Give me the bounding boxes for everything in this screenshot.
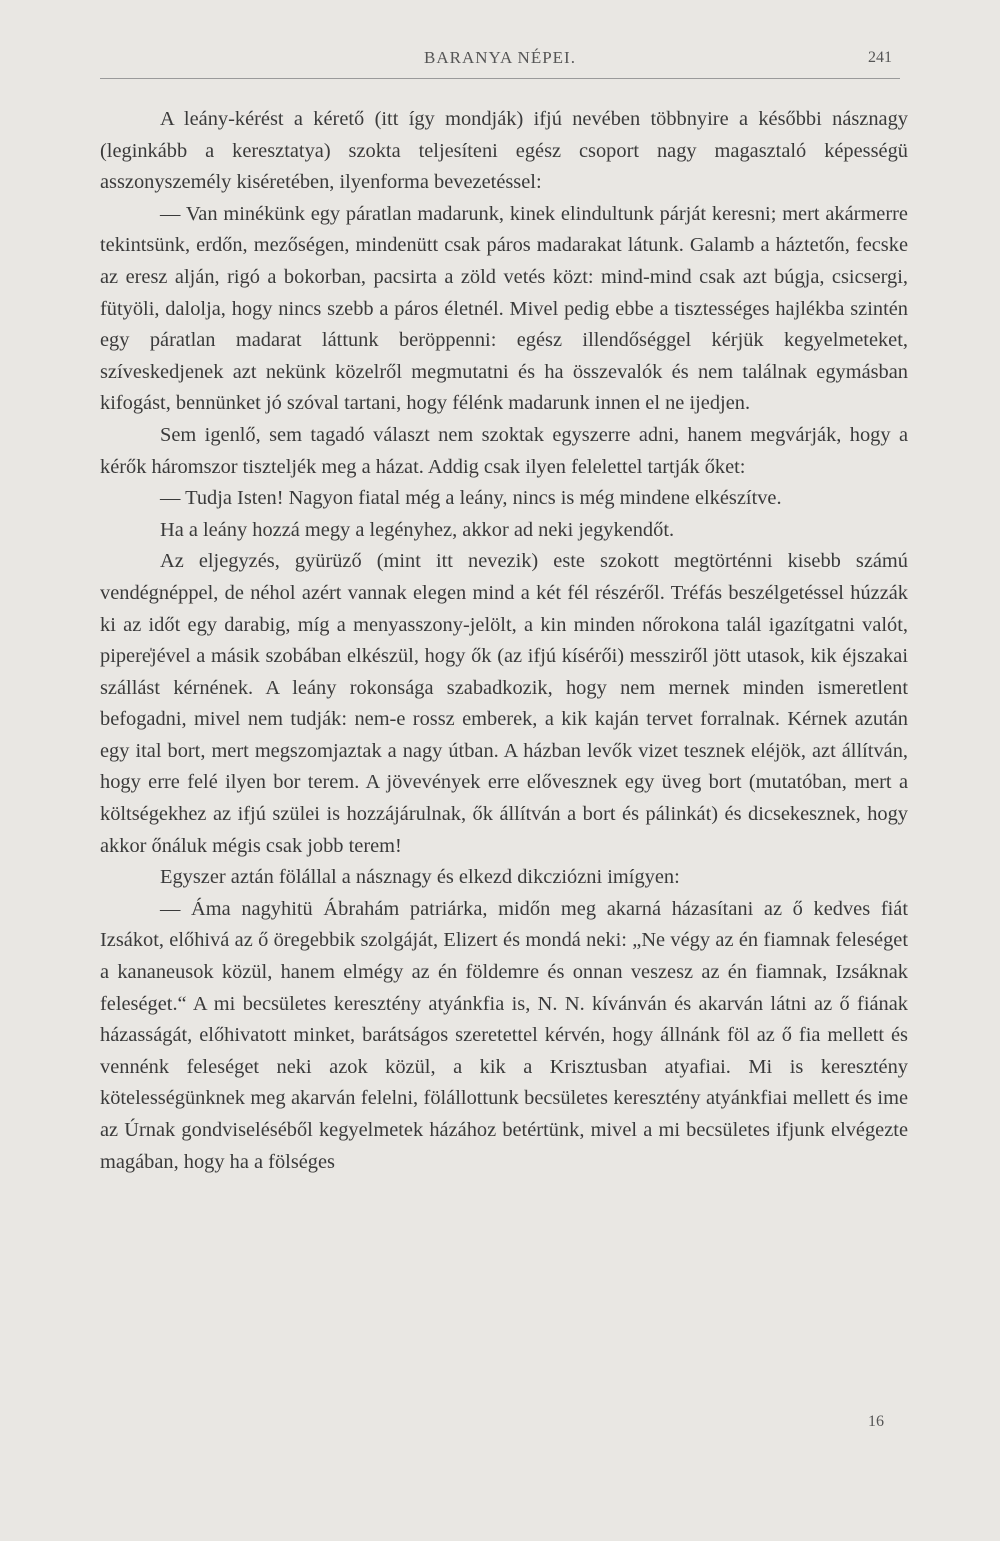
signature-mark: 16	[868, 1413, 884, 1430]
running-title: BARANYA NÉPEI.	[424, 48, 576, 67]
body-text	[100, 104, 908, 1178]
paragraph: — Tudja Isten! Nagyon fiatal még a leány, nincs is még mindene elkészítve.	[160, 487, 782, 510]
paragraph: — Áma nagyhitü Ábrahám patriárka, midőn meg akarná házasítani az ő kedves fiát Izsákot, előhivá az ő öregebbik szolgáját, Elizert és mondá neki: „Ne végy az én fiamnak feleséget a kananeusok közül, hanem elmégy az én földemre és onnan veszesz az én fiamnak, Izsáknak feleséget.“ A mi becsületes keresztény atyánkfia is, N. N. kívánván és akarván látni az ő fiának házasságát, előhivatott minket, barátságos szeretettel kérvén, hogy állnánk föl az ő fia mellett és vennénk feleséget neki azok közül, a kik a Krisztusban atyafiai. Mi is keresztény kötelességünknek meg akarván felelni, fölállottunk becsületes keresztény atyánkfiai mellett és ime az Úrnak gondviseléséből kegyelmetek házához betértünk, mivel a mi becsületes ifjunk elvégezte magában, hogy ha a fölséges	[100, 897, 908, 1173]
page-number: 241	[868, 49, 892, 66]
paragraph: — Van minékünk egy páratlan madarunk, kinek elindultunk párját keresni; mert akármerre tekintsünk, erdőn, mezőségen, mindenütt csak páros madarakat látunk. Galamb a háztetőn, fecske az eresz alján, rigó a bokorban, pacsirta a zöld vetés közt: mind-mind csak azt búgja, csicsergi, fütyöli, dalolja, hogy nincs szebb a páros életnél. Mivel pedig ebbe a tisztességes hajlékba szintén egy páratlan madarat láttunk beröppenni: egész illendőséggel kérjük kegyelmeteket, szíveskedjenek azt nekünk közelről megmutatni és ha összevalók és nem találnak egymásban kifogást, bennünket jó szóval tartani, hogy félénk madarunk innen el ne ijedjen.	[100, 202, 908, 415]
paragraph: Sem igenlő, sem tagadó választ nem szoktak egyszerre adni, hanem megvárják, hogy a kérők háromszor tiszteljék meg a házat. Addig csak ilyen felelettel tartják őket:	[100, 423, 908, 478]
paragraph: Ha a leány hozzá megy a legényhez, akkor ad neki jegykendőt.	[160, 518, 675, 541]
header-rule	[100, 78, 900, 79]
paragraph: A leány-kérést a kérető (itt így mondják) ifjú nevében többnyire a későbbi násznagy (leginkább a keresztatya) szokta teljesíteni egész csoport nagy magasztaló képességü asszonyszemély kiséretében, ilyenforma bevezetéssel:	[100, 108, 908, 194]
paragraph: Egyszer aztán fölállal a násznagy és elkezd dikcziózni imígyen:	[160, 866, 680, 889]
page-header	[100, 48, 900, 72]
paragraph: Az eljegyzés, gyürüző (mint itt nevezik) este szokott megtörténni kisebb számú vendégnéppel, de néhol azért vannak elegen mind a két fél részéről. Tréfás beszélgetéssel húzzák ki az időt egy darabig, míg a menyasszony-jelölt, a kin minden nőrokona talál igazítgatni valót, pipere̍jével a másik szobában elkészül, hogy ők (az ifjú kísérői) messziről jött utasok, kik éjszakai szállást kérnének. A leány rokonsága szabadkozik, hogy nem mernek minden ismeretlent befogadni, mivel nem tudják: nem-e rossz emberek, a kik kaján tervet forralnak. Kérnek azután egy ital bort, mert megszomjaztak a nagy útban. A házban levők vizet tesznek eléjök, azt állítván, hogy erre felé ilyen bor terem. A jövevények erre elővesznek egy üveg bort (mutatóban, mert a költségekhez az ifjú szülei is hozzájárulnak, ők állítván a bort és pálinkát) és dicsekesznek, hogy akkor őnáluk mégis csak jobb terem!	[100, 550, 908, 857]
